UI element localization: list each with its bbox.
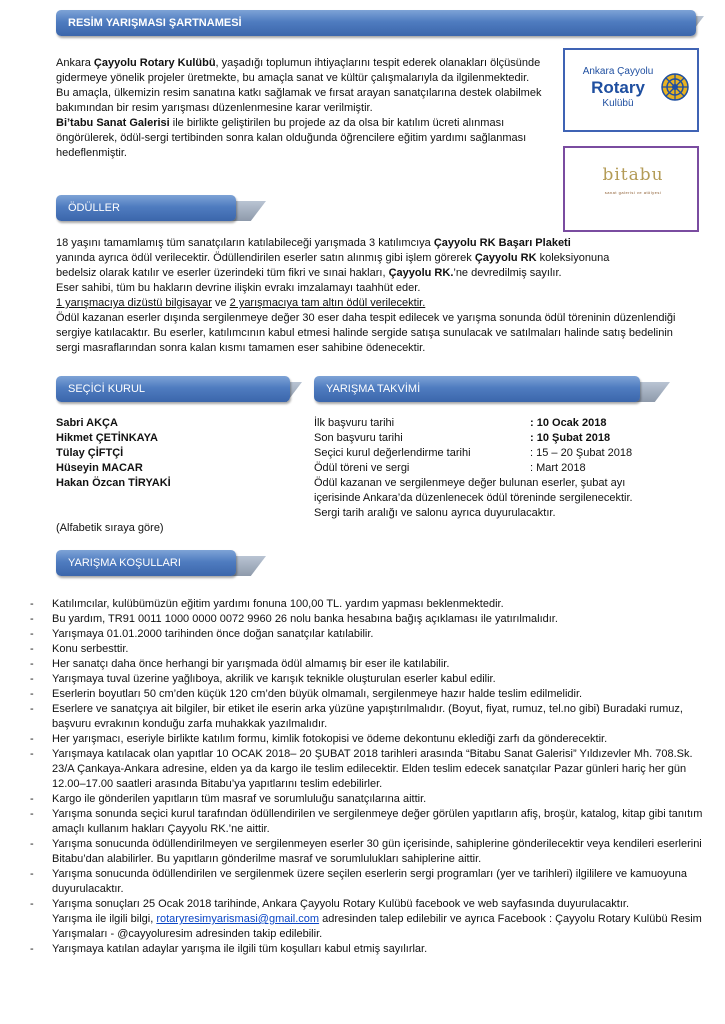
bitabu-logo-name: bitabu [602,165,664,185]
page-title-bar [56,10,696,36]
condition-item: - Yarışma sonunda seçici kurul tarafından ödüllendirilen ve sergilenmeye değer görülen yapıtların afiş, broşür, katalog, kitap gibi tanıtım amaçlı kullanım hakları Çayyolu RK.’ne aittir. [30,808,703,835]
condition-item: - Eserlere ve sanatçıya ait bilgiler, bir etiket ile eserin arka yüzüne yapıştırılmalıdır. (Boyut, fiyat, rumuz, tel.no gibi) Buradaki rumuz, başvuru evrakının konduğu zarfa muhakkak yazılmalıdır. [30,703,683,730]
jury-list [56,416,296,536]
conditions-list [30,597,710,957]
conditions-heading: YARIŞMA KOŞULLARI [56,550,236,576]
condition-item: - Yarışmaya katılacak olan yapıtlar 10 OCAK 2018– 20 ŞUBAT 2018 tarihleri arasında “Bitabu Sanat Galerisi” Yıldızevler Mh. 708.Sk. 23/A Çankaya-Ankara adresine, elden ya da kargo ile teslim edilecektir. Elden teslim edecek sanatçılar Pazar günleri hariç her gün 12.00–17.00 saatleri arasında Bitabu’ya yapıtlarını teslim edebilirler. [30,748,693,790]
condition-item: - Yarışmaya katılan adaylar yarışma ile ilgili tüm koşulları kabul etmiş sayılırlar. [30,943,428,955]
schedule-value: : 15 – 20 Şubat 2018 [530,447,633,459]
jury-member: Sabri AKÇA [56,417,118,429]
rotary-logo-line2: Rotary [591,78,645,97]
email-link[interactable]: rotaryresimyarismasi@gmail.com [156,913,320,925]
schedule-value: : 10 Şubat 2018 [530,432,611,444]
title-banner [56,10,696,36]
intro-paragraph-1: Ankara Çayyolu Rotary Kulübü, yaşadığı toplumun ihtiyaçlarını tespit ederek olanakları ölçüsünde gidermeye yönelik projeler üretmekte, bu amaçla sanat ve kültür çalışmalarıyla da ilgilenmektedir. [56,57,541,84]
jury-note: (Alfabetik sıraya göre) [56,522,164,534]
condition-item: - Konu serbesttir. [30,643,129,655]
schedule-label: Ödül töreni ve sergi [314,462,410,474]
condition-item: - Yarışmaya tuval üzerine yağlıboya, akrilik ve karışık teknikle oluşturulan eserler kabul edilir. [30,673,496,685]
awards-line-2: yanında ayrıca ödül verilecektir. Ödüllendirilen eserler satın alınmış gibi işlem görerek Çayyolu RK koleksiyonuna [56,252,610,264]
intro-paragraph-2: Bu amaçla, ülkemizin resim sanatına katkı sağlamak ve fırsat arayan sanatçılarına destek olabilmek bakımından bir resim yarışması düzenlenmesine karar verilmiştir. [56,87,542,114]
rotary-logo-line3: Kulübü [602,98,634,109]
jury-heading: SEÇİCİ KURUL [56,376,290,402]
rotary-logo [563,48,699,132]
condition-item: - Yarışma sonucunda ödüllendirilen ve sergilenmek üzere seçilen eserlerin sergi programları (yer ve tarihleri) ilgililere ve kamuoyuna duyurulacaktır. [30,868,688,895]
bitabu-logo-tagline: sanat galerisi ve atölyesi [604,190,662,195]
page-title: RESİM YARIŞMASI ŞARTNAMESİ [68,17,242,29]
schedule-list [314,416,674,521]
condition-item: - Her sanatçı daha önce herhangi bir yarışmada ödül almamış bir eser ile katılabilir. [30,658,450,670]
condition-item-results: - Yarışma sonuçları 25 Ocak 2018 tarihinde, Ankara Çayyolu Rotary Kulübü facebook ve web sayfasında duyurulacaktır. Yarışma ile ilgili bilgi, rotaryresimyarismasi@gmail.com adresinden talep edilebilir ve ayrıca Facebook : Çayyolu Rotary Kulübü Resim Yarışmaları - @cayyoluresim adresinden takip edilebilir. [30,898,702,940]
schedule-row [314,461,674,476]
schedule-label: Seçici kurul değerlendirme tarihi [314,447,471,459]
rotary-wheel-icon [660,72,690,102]
jury-member: Hakan Özcan TİRYAKİ [56,477,171,489]
intro-paragraph-3: Bi’tabu Sanat Galerisi ile birlikte geliştirilen bu projede az da olsa bir katılım ücreti alınması öngörülerek, ödül-sergi tertibinden sonra kalan olduğunda öğrencilere eğitim yardımı sağlanması hedeflenmiştir. [56,117,527,159]
intro-section [56,56,556,161]
schedule-heading: YARIŞMA TAKVİMİ [314,376,640,402]
awards-line-4: Eser sahibi, tüm bu hakların devrine ilişkin evrakı imzalamayı taahhüt eder. [56,282,421,294]
schedule-row [314,431,674,446]
jury-member: Hüseyin MACAR [56,462,143,474]
schedule-row [314,446,674,461]
rotary-logo-line1: Ankara Çayyolu [582,66,654,77]
condition-item: - Katılımcılar, kulübümüzün eğitim yardımı fonuna 100,00 TL. yardım yapması beklenmektedir. [30,598,504,610]
awards-line-3: bedelsiz olarak katılır ve eserler üzerindeki tüm fikri ve sınai hakları, Çayyolu RK.’ne devredilmiş sayılır. [56,267,562,279]
condition-item: - Bu yardım, TR91 0011 1000 0000 0072 9960 26 nolu banka hesabına bağış açıklaması ile yatırılmalıdır. [30,613,558,625]
condition-item: - Eserlerin boyutları 50 cm’den küçük 120 cm’den büyük olmamalı, sergilenmeye hazır halde teslim edilmelidir. [30,688,583,700]
jury-member: Hikmet ÇETİNKAYA [56,432,158,444]
condition-item: - Her yarışmacı, eseriyle birlikte katılım formu, kimlik fotokopisi ve ödeme dekontunu eklediği zarfı da gönderecektir. [30,733,608,745]
condition-item: - Yarışma sonucunda ödüllendirilmeyen ve sergilenmeyen eserler 30 gün içerisinde, sahiplerine gönderilecektir veya kendileri eserlerini Bitabu’dan alabilirler. Bu yapıtların gönderilme masraf ve sorumlulukları sahiplerine aittir. [30,838,702,865]
jury-banner [56,376,290,402]
schedule-label: İlk başvuru tarihi [314,417,395,429]
condition-item: - Kargo ile gönderilen yapıtların tüm masraf ve sorumluluğu sanatçılarına aittir. [30,793,427,805]
schedule-value: : Mart 2018 [530,462,586,474]
condition-item: - Yarışmaya 01.01.2000 tarihinden önce doğan sanatçılar katılabilir. [30,628,374,640]
schedule-value: : 10 Ocak 2018 [530,417,607,429]
schedule-row [314,416,674,431]
schedule-banner [314,376,640,402]
bitabu-logo [563,146,699,232]
schedule-note-2: Sergi tarih aralığı ve salonu ayrıca duyurulacaktır. [314,507,556,519]
schedule-label: Son başvuru tarihi [314,432,403,444]
awards-line-5: 1 yarışmacıya dizüstü bilgisayar ve 2 yarışmacıya tam altın ödül verilecektir. [56,297,426,309]
jury-member: Tülay ÇİFTÇİ [56,447,124,459]
awards-line-6: Ödül kazanan eserler dışında sergilenmeye değer 30 eser daha tespit edilecek ve yarışma sonunda ödül töreninin düzenlendiği sergiye katılacaktır. Bu eserler, katılımcının kabul etmesi halinde sergide satışa sunulacak ve satılmaları halinde satış bedelinin sergi masraflarından sonra kalan kısmı tamamen eser sahibine ödenecektir. [56,312,676,354]
awards-line-1: 18 yaşını tamamlamış tüm sanatçıların katılabileceği yarışmada 3 katılımcıya Çayyolu RK Başarı Plaketi [56,237,571,249]
awards-heading: ÖDÜLLER [56,195,236,221]
awards-banner [56,195,236,221]
conditions-banner [56,550,236,576]
awards-section [56,236,686,356]
schedule-note-1: Ödül kazanan ve sergilenmeye değer bulunan eserler, şubat ayı içerisinde Ankara’da düzenlenecek ödül töreninde sergilenecektir. [314,477,633,504]
